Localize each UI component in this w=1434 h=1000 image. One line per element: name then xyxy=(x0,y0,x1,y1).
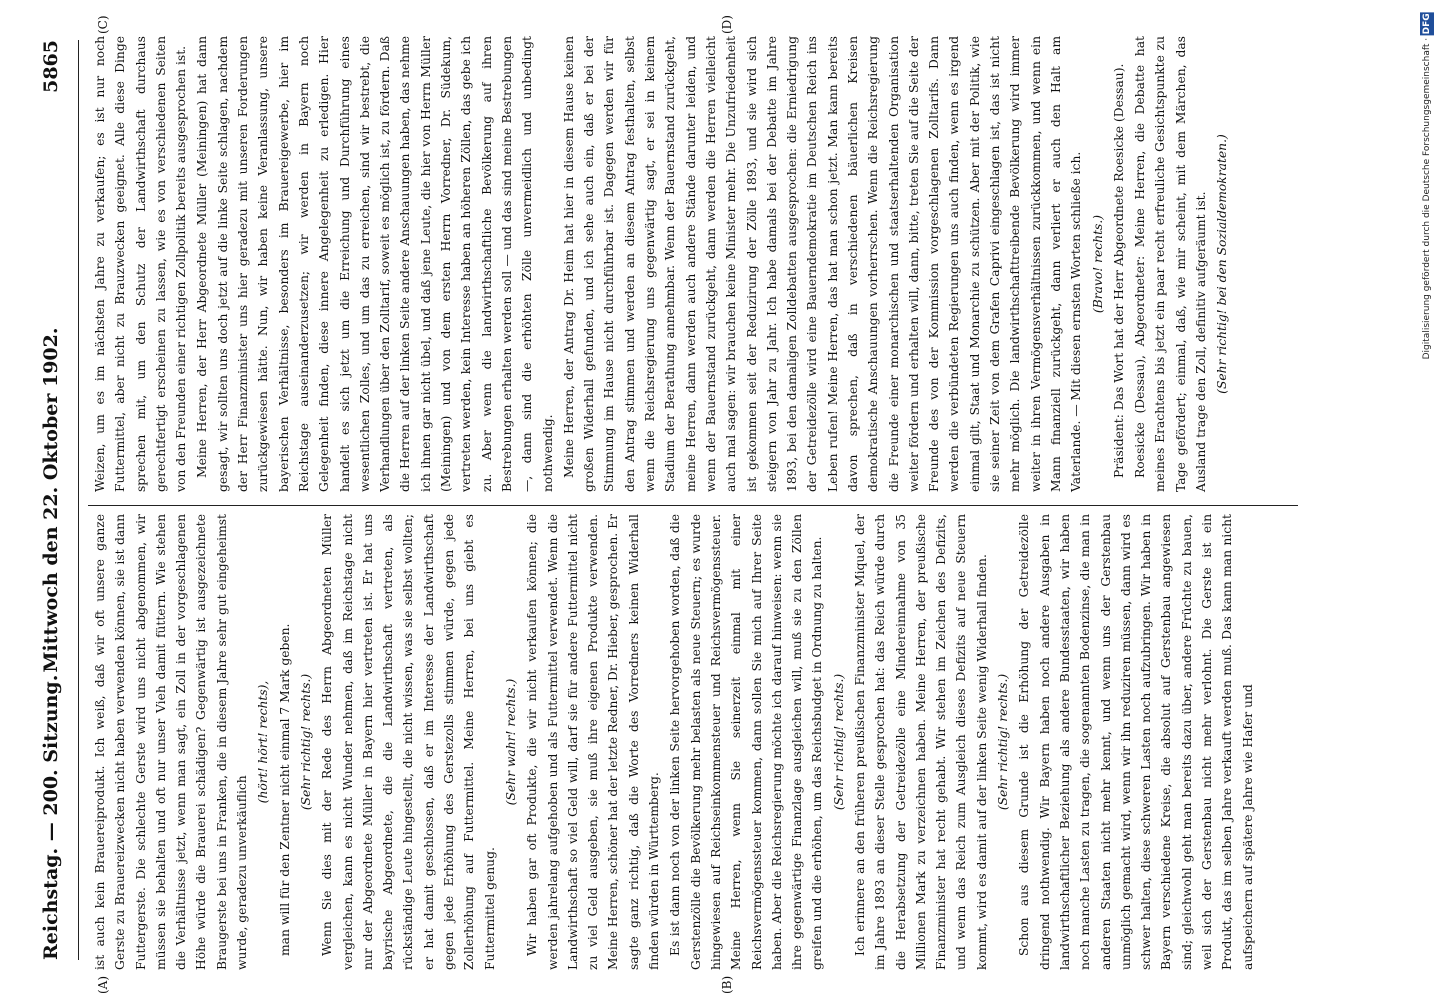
interjection: (Sehr richtig! bei den Sozialdemokraten.) xyxy=(1215,134,1230,394)
paragraph: Schon aus diesem Grunde ist die Erhöhung der Getreidezölle dringend nothwendig. Wir Bayern haben noch andere Ausgaben in landwirthschaftlicher Beziehung als andere Bundesstaaten, wir haben noch manche Lasten zu tragen, die sogenannten Bodenzinse, die man in anderen Staaten nicht mehr kennt, und wenn uns der Gerstenbau unmöglich gemacht wird, wenn wir ihn reduziren müssen, dann wird es schwer halten, diese schweren Lasten noch aufzubringen. Wir haben in Bayern verschiedene Kreise, die absolut auf Gerstenbau angewiesen sind; gleichwohl geht man bereits dazu über, andere Früchte zu bauen, weil sich der Gerstenbau nicht mehr verlohnt. Die Gerste ist ein Produkt, das im selben Jahre verkauft werden muß. Das kann man nicht aufspeichern auf spätere Jahre wie Hafer und xyxy=(1017,514,1255,970)
header-left: Reichstag. — 200. Sitzung. xyxy=(40,674,62,960)
margin-mark-d: (D) xyxy=(720,15,734,34)
paragraph: Meine Herren, der Antrag Dr. Heim hat hier in diesem Hause keinen großen Widerhall gefunden, und ich sehe auch ein, daß er bei der Stimmung im Hause nicht durchführbar ist. Dagegen werden wir für den Antrag stimmen und werden an diesem Antrag festhalten, selbst wenn die Reichsregierung uns gegenwärtig sagt, er sei in keinem Stadium der Berathung annehmbar. Wenn der Bauernstand zurückgeht, meine Herren, dann werden auch andere Stände darunter leiden, und wenn der Bauernstand zurückgeht, dann werden die Herren vielleicht auch mal sagen: wir brauchen keine Minister mehr. Die Unzufriedenheit ist gekommen seit der Reduzirung der Zölle 1893, und sie wird sich steigern von Jahr zu Jahr. Ich habe damals bei der Debatte im Jahre 1893, bei den damaligen Zolldebatten ausgesprochen: die Erniedrigung der Getreidezölle wird eine Bauerndemokratie im Deutschen Reich ins Leben rufen! Meine Herren, das hat man schon jetzt. Man kann bereits davon sprechen, daß in verschiedenen bäuerlichen Kreisen demokratische Anschauungen vorherrschen. Wenn die Reichsregierung die Freunde einer monarchischen und staatserhaltenden Organisation weiter fördern und erhalten will, dann, bitte, treten Sie auf die Seite der Freunde des von der Kommission vorgeschlagenen Zolltarifs. Dann werden die verbündeten Regierungen uns auch finden, wenn es irgend einmal gilt, Staat und Monarchie zu schützen. Aber mit der Politik, wie sie seiner Zeit von dem Grafen Caprivi eingeschlagen ist, das ist nicht mehr möglich. Die landwirthschafttreibende Bevölkerung wird immer weiter in ihren Vermögensverhältnissen zurückkommen, und wenn ein Mann finanziell zurückgeht, dann verliert er auch den Halt am Vaterlande. — Mit diesen ernsten Worten schließe ich. xyxy=(561,36,1084,492)
dfg-logo: DFG xyxy=(1422,13,1432,35)
right-column xyxy=(90,36,1290,492)
margin-mark-b: (B) xyxy=(720,975,734,994)
page-number: 5865 xyxy=(40,40,62,93)
interjection: (hört! hört! rechts), xyxy=(256,680,271,804)
margin-mark-a: (A) xyxy=(96,975,110,994)
margin-mark-c: (C) xyxy=(96,15,110,34)
header-date: Mittwoch den 22. Oktober 1902. xyxy=(40,327,62,673)
paragraph: Ich erinnere an den früheren preußischen Finanzminister Miquel, der im Jahre 1893 an dieser Stelle gesprochen hat: das Reich würde durch die Herabsetzung der Getreidezölle eine Mindereinnahme von 35 Millionen Mark zu verzeichnen haben. Meine Herren, der preußische Finanzminister hat recht gehabt. Wir stehen im Zeichen des Defizits, und wenn das Reich zum Ausgleich dieses Defizits auf neue Steuern kommt, wird es damit auf der linken Seite wenig Widerhall finden. xyxy=(852,514,989,970)
paragraph: Roesicke (Dessau), Abgeordneter: Meine Herren, die Debatte hat meines Erachtens bis jetzt ein paar recht erfreuliche Gesichtspunkte zu Tage gefördert; einmal, daß, wie mir scheint, mit dem Märchen, das Ausland trage den Zoll, definitiv aufgeräumt ist. xyxy=(1133,36,1209,492)
paragraph: Meine Herren, der Herr Abgeordnete Müller (Meiningen) hat dann gesagt, wir sollten uns doch jetzt auf die linke Seite schlagen, nachdem der Herr Finanzminister uns hier geradezu mit unseren Forderungen zurückgewiesen hätte. Nun, wir haben keine Veranlassung, unsere bayerischen Verhältnisse, besonders im Brauereigewerbe, hier im Reichstage auseinanderzusetzen; wir werden in Bayern noch Gelegenheit finden, diese innere Angelegenheit zu erledigen. Hier handelt es sich jetzt um die Erreichung und Durchführung eines wesentlichen Zolles, und um das zu erreichen, sind wir bestrebt, die Verhandlungen über den Zolltarif, soweit es möglich ist, zu fördern. Daß die Herren auf der linken Seite andere Anschauungen haben, das nehme ich ihnen gar nicht übel, und daß jene Leute, die hier von Herrn Müller (Meiningen) und von dem ersten Herrn Vorredner, Dr. Südekum, vertreten werden, kein Interesse haben an höheren Zöllen, das gebe ich zu. Aber wenn die landwirthschaftliche Bevölkerung auf ihren Bestrebungen erhalten werden soll — und das sind meine Bestrebungen —, dann sind die erhöhten Zölle unvermeidlich und unbedingt nothwendig. xyxy=(195,36,555,492)
interjection: (Sehr richtig! rechts.) xyxy=(831,673,846,811)
paragraph: Wenn Sie dies mit der Rede des Herrn Abgeordneten Müller vergleichen, kann es nicht Wunder nehmen, daß im Reichstage nicht nur der Abgeordnete Müller in Bayern hier vertreten ist. Er hat uns bayrische Abgeordnete, die die Landwirthschaft vertreten, als rückständige Leute hingestellt, die nicht wissen, was sie selbst wollten; er hat damit geschlossen, daß er im Interesse der Landwirthschaft gegen jede Erhöhung des Gerstezolls stimmen würde, gegen jede Zollerhöhung auf Futtermittel. Meine Herren, bei uns giebt es Futtermittel genug. xyxy=(320,514,497,970)
interjection: (Sehr richtig! rechts.) xyxy=(298,673,313,811)
credit-text: Digitalisierung gefördert durch die Deutsche Forschungsgemeinschaft · xyxy=(1422,37,1432,360)
header-rule xyxy=(78,40,79,960)
interjection: (Sehr wahr! rechts.) xyxy=(503,678,518,806)
digitization-credit xyxy=(1422,12,1432,359)
left-column xyxy=(90,514,1290,970)
paragraph: Es ist dann noch von der linken Seite hervorgehoben worden, daß die Gerstenzölle die Bevölkerung mehr belasten als neue Steuern; es wurde hingewiesen auf Reichseinkommensteuer und Reichsvermögenssteuer. Meine Herren, wenn Sie seinerzeit einmal mit einer Reichsvermögenssteuer kommen, dann sollen Sie mich auf Ihrer Seite haben. Aber die Reichsregierung möchte ich darauf hinweisen: wenn sie ihre gegenwärtige Finanzlage ausgleichen will, muß sie zu den Zöllen greifen und die erhöhen, um das Reichsbudget in Ordnung zu halten. xyxy=(668,514,825,970)
interjection: (Bravo! rechts.) xyxy=(1090,214,1105,314)
column-divider xyxy=(88,505,1298,506)
paragraph: Weizen, um es im nächsten Jahre zu verkaufen; es ist nur noch Futtermittel, aber nicht zu Brauzwecken geeignet. Alle diese Dinge sprechen mit, um den Schutz der Landwirthschaft durchaus gerechtfertigt erscheinen zu lassen, wie es von verschiedenen Seiten von den Freunden einer richtigen Zollpolitik bereits ausgesprochen ist. xyxy=(93,36,189,492)
page-header xyxy=(20,40,70,960)
paragraph: ist auch kein Brauereiprodukt. Ich weiß, daß wir oft unsere ganze Gerste zu Brauereizwecken nicht haben verwenden können, sie ist dann Futtergerste. Die schlechte Gerste wird uns nicht abgenommen, wir müssen sie behalten und oft nur unser Vieh damit füttern. Wie stehen die Verhältnisse jetzt, wenn man sagt, ein Zoll in der vorgeschlagenen Höhe würde die Brauerei schädigen? Gegenwärtig ist ausgezeichnete Braugerste bei uns in Franken, die in diesem Jahre sehr gut eingeheimst wurde, geradezu unverkäuflich xyxy=(93,514,250,970)
paragraph: man will für den Zentner nicht einmal 7 Mark geben. xyxy=(277,623,292,956)
paragraph: Wir haben gar oft Produkte, die wir nicht verkaufen können; die werden jahrelang aufgehoben und als Futtermittel verwendet. Wenn die Landwirthschaft so viel Geld will, darf sie für andere Futtermittel nicht zu viel Geld ausgeben, sie muß ihre eigenen Produkte verwenden. Meine Herren, schöner hat der letzte Redner, Dr. Hieber, gesprochen. Er sagte ganz richtig, daß die Worte des Vorredners keinen Widerhall finden würden in Württemberg. xyxy=(525,514,662,970)
interjection: (Sehr richtig! rechts.) xyxy=(996,673,1011,811)
paragraph: Präsident: Das Wort hat der Herr Abgeordnete Roesicke (Dessau). xyxy=(1111,63,1126,478)
